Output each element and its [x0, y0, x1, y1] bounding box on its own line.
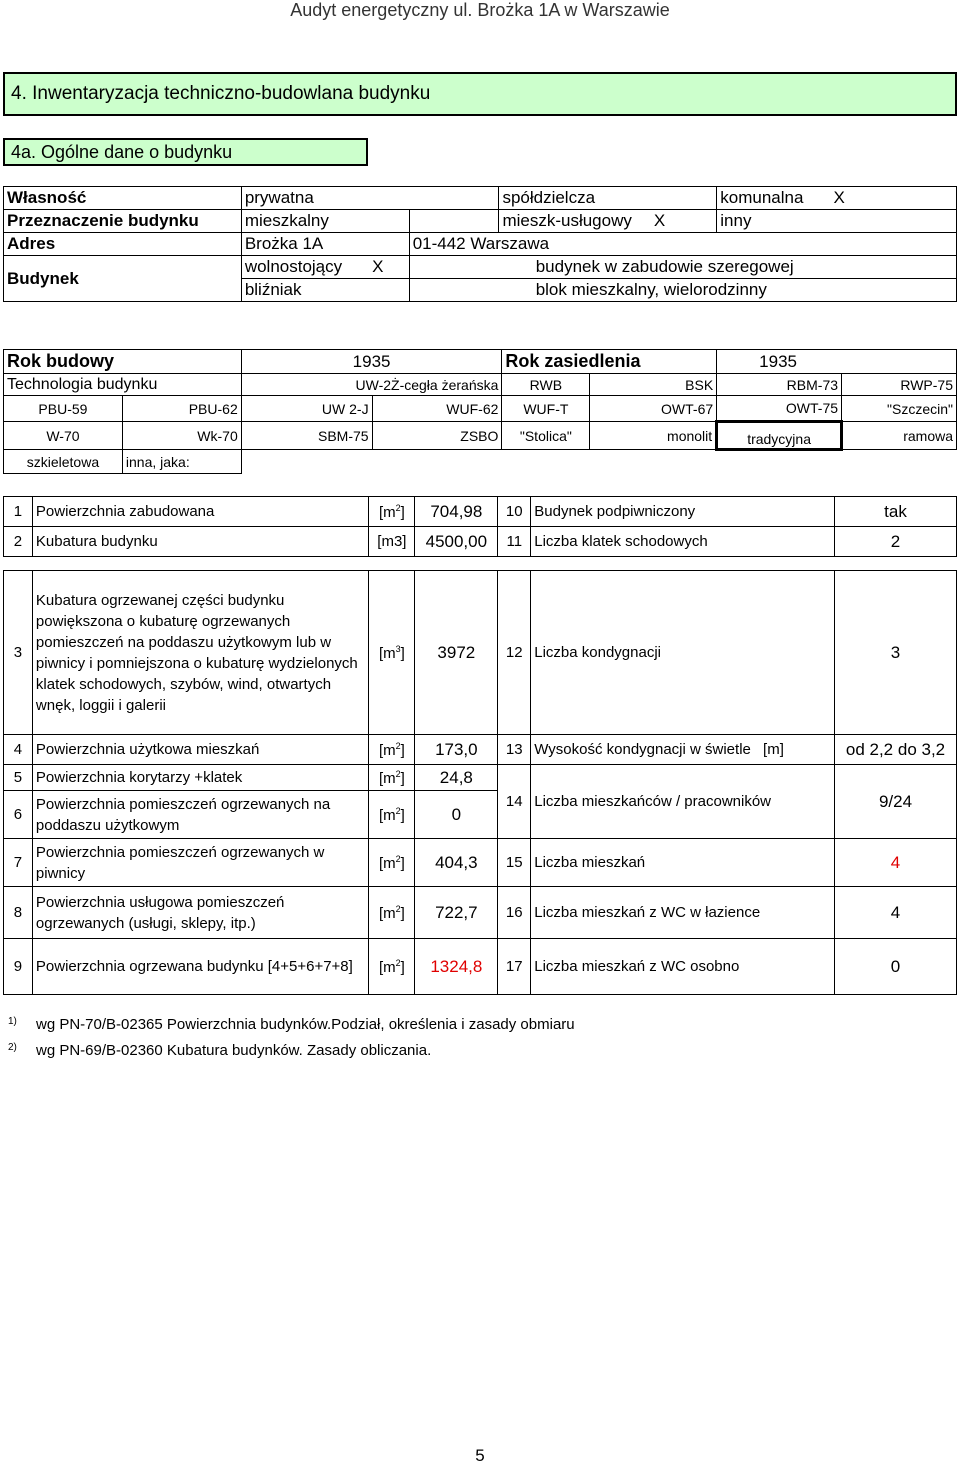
param-unit: $[m^2]$	[369, 791, 415, 839]
param-label: Liczba klatek schodowych	[531, 527, 835, 557]
param-value: 173,0	[415, 735, 498, 765]
param-unit: $[m^2]$	[369, 497, 415, 527]
footnote-1: $^{1)}$ wg PN-70/B-02365 Powierzchnia budynków.Podział, określenia i zasady obmiaru	[8, 1016, 575, 1033]
tech-option: W-70	[4, 422, 123, 450]
purpose-label: Przeznaczenie budynku	[4, 210, 242, 233]
param-value: tak	[835, 497, 957, 527]
param-label: Powierzchnia zabudowana	[32, 497, 369, 527]
ownership-mark: X	[833, 188, 845, 207]
row-number: 1	[4, 497, 33, 527]
param-label: Powierzchnia korytarzy +klatek	[32, 765, 369, 791]
param-unit: $[m^2]$	[369, 887, 415, 939]
row-number: 10	[498, 497, 531, 527]
build-year-label: Rok budowy	[4, 350, 242, 374]
building-semi-detached: bliźniak	[241, 279, 409, 302]
purpose-mark: X	[653, 211, 666, 230]
param-value: 2	[835, 527, 957, 557]
param-label: Liczba kondygnacji	[531, 571, 835, 735]
row-number: 8	[4, 887, 33, 939]
tech-option: WUF-T	[502, 396, 590, 422]
tech-option: PBU-59	[4, 396, 123, 422]
building-detached: wolnostojący X	[241, 256, 409, 279]
tech-option: "Stolica"	[502, 422, 590, 450]
settlement-year-label: Rok zasiedlenia	[502, 350, 717, 374]
tech-option: Wk-70	[122, 422, 241, 450]
tech-option: RWP-75	[842, 374, 957, 396]
row-number: 9	[4, 939, 33, 995]
param-value: 3972	[415, 571, 498, 735]
ownership-municipal: komunalna X	[717, 187, 957, 210]
tech-option-selected: tradycyjna	[717, 422, 842, 450]
technology-label: Technologia budynku	[4, 374, 242, 396]
param-label: Powierzchnia ogrzewana budynku [4+5+6+7+8]	[32, 939, 369, 995]
param-value: 24,8	[415, 765, 498, 791]
param-unit: $[m^2]$	[369, 839, 415, 887]
param-label: Powierzchnia pomieszczeń ogrzewanych na poddaszu użytkowym	[32, 791, 369, 839]
tech-option: OWT-67	[590, 396, 717, 422]
row-number: 16	[498, 887, 531, 939]
tech-option: ramowa	[842, 422, 957, 450]
row-number: 6	[4, 791, 33, 839]
address-street: Brożka 1A	[241, 233, 409, 256]
tech-option: RBM-73	[717, 374, 842, 396]
param-value: 4	[835, 839, 957, 887]
tech-option: SBM-75	[241, 422, 372, 450]
param-value: 722,7	[415, 887, 498, 939]
row-number: 12	[498, 571, 531, 735]
param-label: Powierzchnia usługowa pomieszczeń ogrzewanych (usługi, sklepy, itp.)	[32, 887, 369, 939]
row-number: 14	[498, 765, 531, 839]
ownership-cooperative: spółdzielcza	[499, 187, 717, 210]
page-header: Audyt energetyczny ul. Brożka 1A w Warszawie	[290, 0, 670, 20]
param-unit: $[m^2]$	[369, 735, 415, 765]
footnote-2: $^{2)}$ wg PN-69/B-02360 Kubatura budynków. Zasady obliczania.	[8, 1042, 432, 1059]
param-value: 0	[835, 939, 957, 995]
param-label: Liczba mieszkań z WC osobno	[531, 939, 835, 995]
building-mark: X	[372, 257, 384, 276]
tech-option: UW-2Ż-cegła żerańska	[241, 374, 502, 396]
param-value: 404,3	[415, 839, 498, 887]
subsection-title: 4a. Ogólne dane o budynku	[3, 138, 368, 166]
row-number: 4	[4, 735, 33, 765]
param-value: 704,98	[415, 497, 498, 527]
address-city: 01-442 Warszawa	[409, 233, 956, 256]
tech-option: "Szczecin"	[842, 396, 957, 422]
tech-option: szkieletowa	[4, 450, 123, 474]
param-unit: $[m^2]$	[369, 939, 415, 995]
param-label: Liczba mieszkańców / pracowników	[531, 765, 835, 839]
address-label: Adres	[4, 233, 242, 256]
row-number: 13	[498, 735, 531, 765]
param-label: Liczba mieszkań	[531, 839, 835, 887]
section-title: 4. Inwentaryzacja techniczno-budowlana budynku	[3, 72, 957, 116]
build-year: 1935	[241, 350, 502, 374]
building-terraced: budynek w zabudowie szeregowej	[409, 256, 956, 279]
row-number: 11	[498, 527, 531, 557]
ownership-private: prywatna	[241, 187, 499, 210]
row-number: 7	[4, 839, 33, 887]
tech-other-label: inna, jaka:	[122, 450, 241, 474]
settlement-year: 1935	[717, 350, 957, 374]
param-label: Kubatura budynku	[32, 527, 369, 557]
row-number: 17	[498, 939, 531, 995]
param-unit: [m3]	[369, 527, 415, 557]
purpose-other: inny	[717, 210, 957, 233]
tech-option: UW 2-J	[241, 396, 372, 422]
ownership-label: Własność	[4, 187, 242, 210]
tech-option: ZSBO	[372, 422, 502, 450]
parameters-table	[3, 496, 957, 995]
tech-option: BSK	[590, 374, 717, 396]
building-label: Budynek	[4, 256, 242, 302]
param-unit: $[m^3]$	[369, 571, 415, 735]
purpose-mixed: mieszk-usługowy X	[499, 210, 717, 233]
tech-option: OWT-75	[717, 396, 842, 422]
tech-option: PBU-62	[122, 396, 241, 422]
param-label: Powierzchnia użytkowa mieszkań	[32, 735, 369, 765]
row-number: 3	[4, 571, 33, 735]
tech-option: monolit	[590, 422, 717, 450]
param-value: od 2,2 do 3,2	[835, 735, 957, 765]
row-number: 2	[4, 527, 33, 557]
param-value: 4	[835, 887, 957, 939]
purpose-residential: mieszkalny	[241, 210, 409, 233]
param-value: 4500,00	[415, 527, 498, 557]
param-label: Kubatura ogrzewanej części budynku powiększona o kubaturę ogrzewanych pomieszczeń na poddaszu użytkowym lub w piwnicy i pomniejszona o kubaturę wydzielonych klatek schodowych, szybów, wind, otwartych wnęk, loggii i galerii	[32, 571, 369, 735]
param-value: 0	[415, 791, 498, 839]
param-label: Liczba mieszkań z WC w łazience	[531, 887, 835, 939]
building-block: blok mieszkalny, wielorodzinny	[409, 279, 956, 302]
technology-table	[3, 349, 957, 474]
param-label: Powierzchnia pomieszczeń ogrzewanych w piwnicy	[32, 839, 369, 887]
param-unit: $[m^2]$	[369, 765, 415, 791]
param-label: Wysokość kondygnacji w świetle [m]	[531, 735, 835, 765]
tech-option: RWB	[502, 374, 590, 396]
param-value: 9/24	[835, 765, 957, 839]
row-number: 15	[498, 839, 531, 887]
row-number: 5	[4, 765, 33, 791]
general-data-table	[3, 186, 957, 302]
tech-option: WUF-62	[372, 396, 502, 422]
page-number: 5	[475, 1446, 485, 1465]
param-value: 3	[835, 571, 957, 735]
param-label: Budynek podpiwniczony	[531, 497, 835, 527]
param-value-highlight: 1324,8	[415, 939, 498, 995]
